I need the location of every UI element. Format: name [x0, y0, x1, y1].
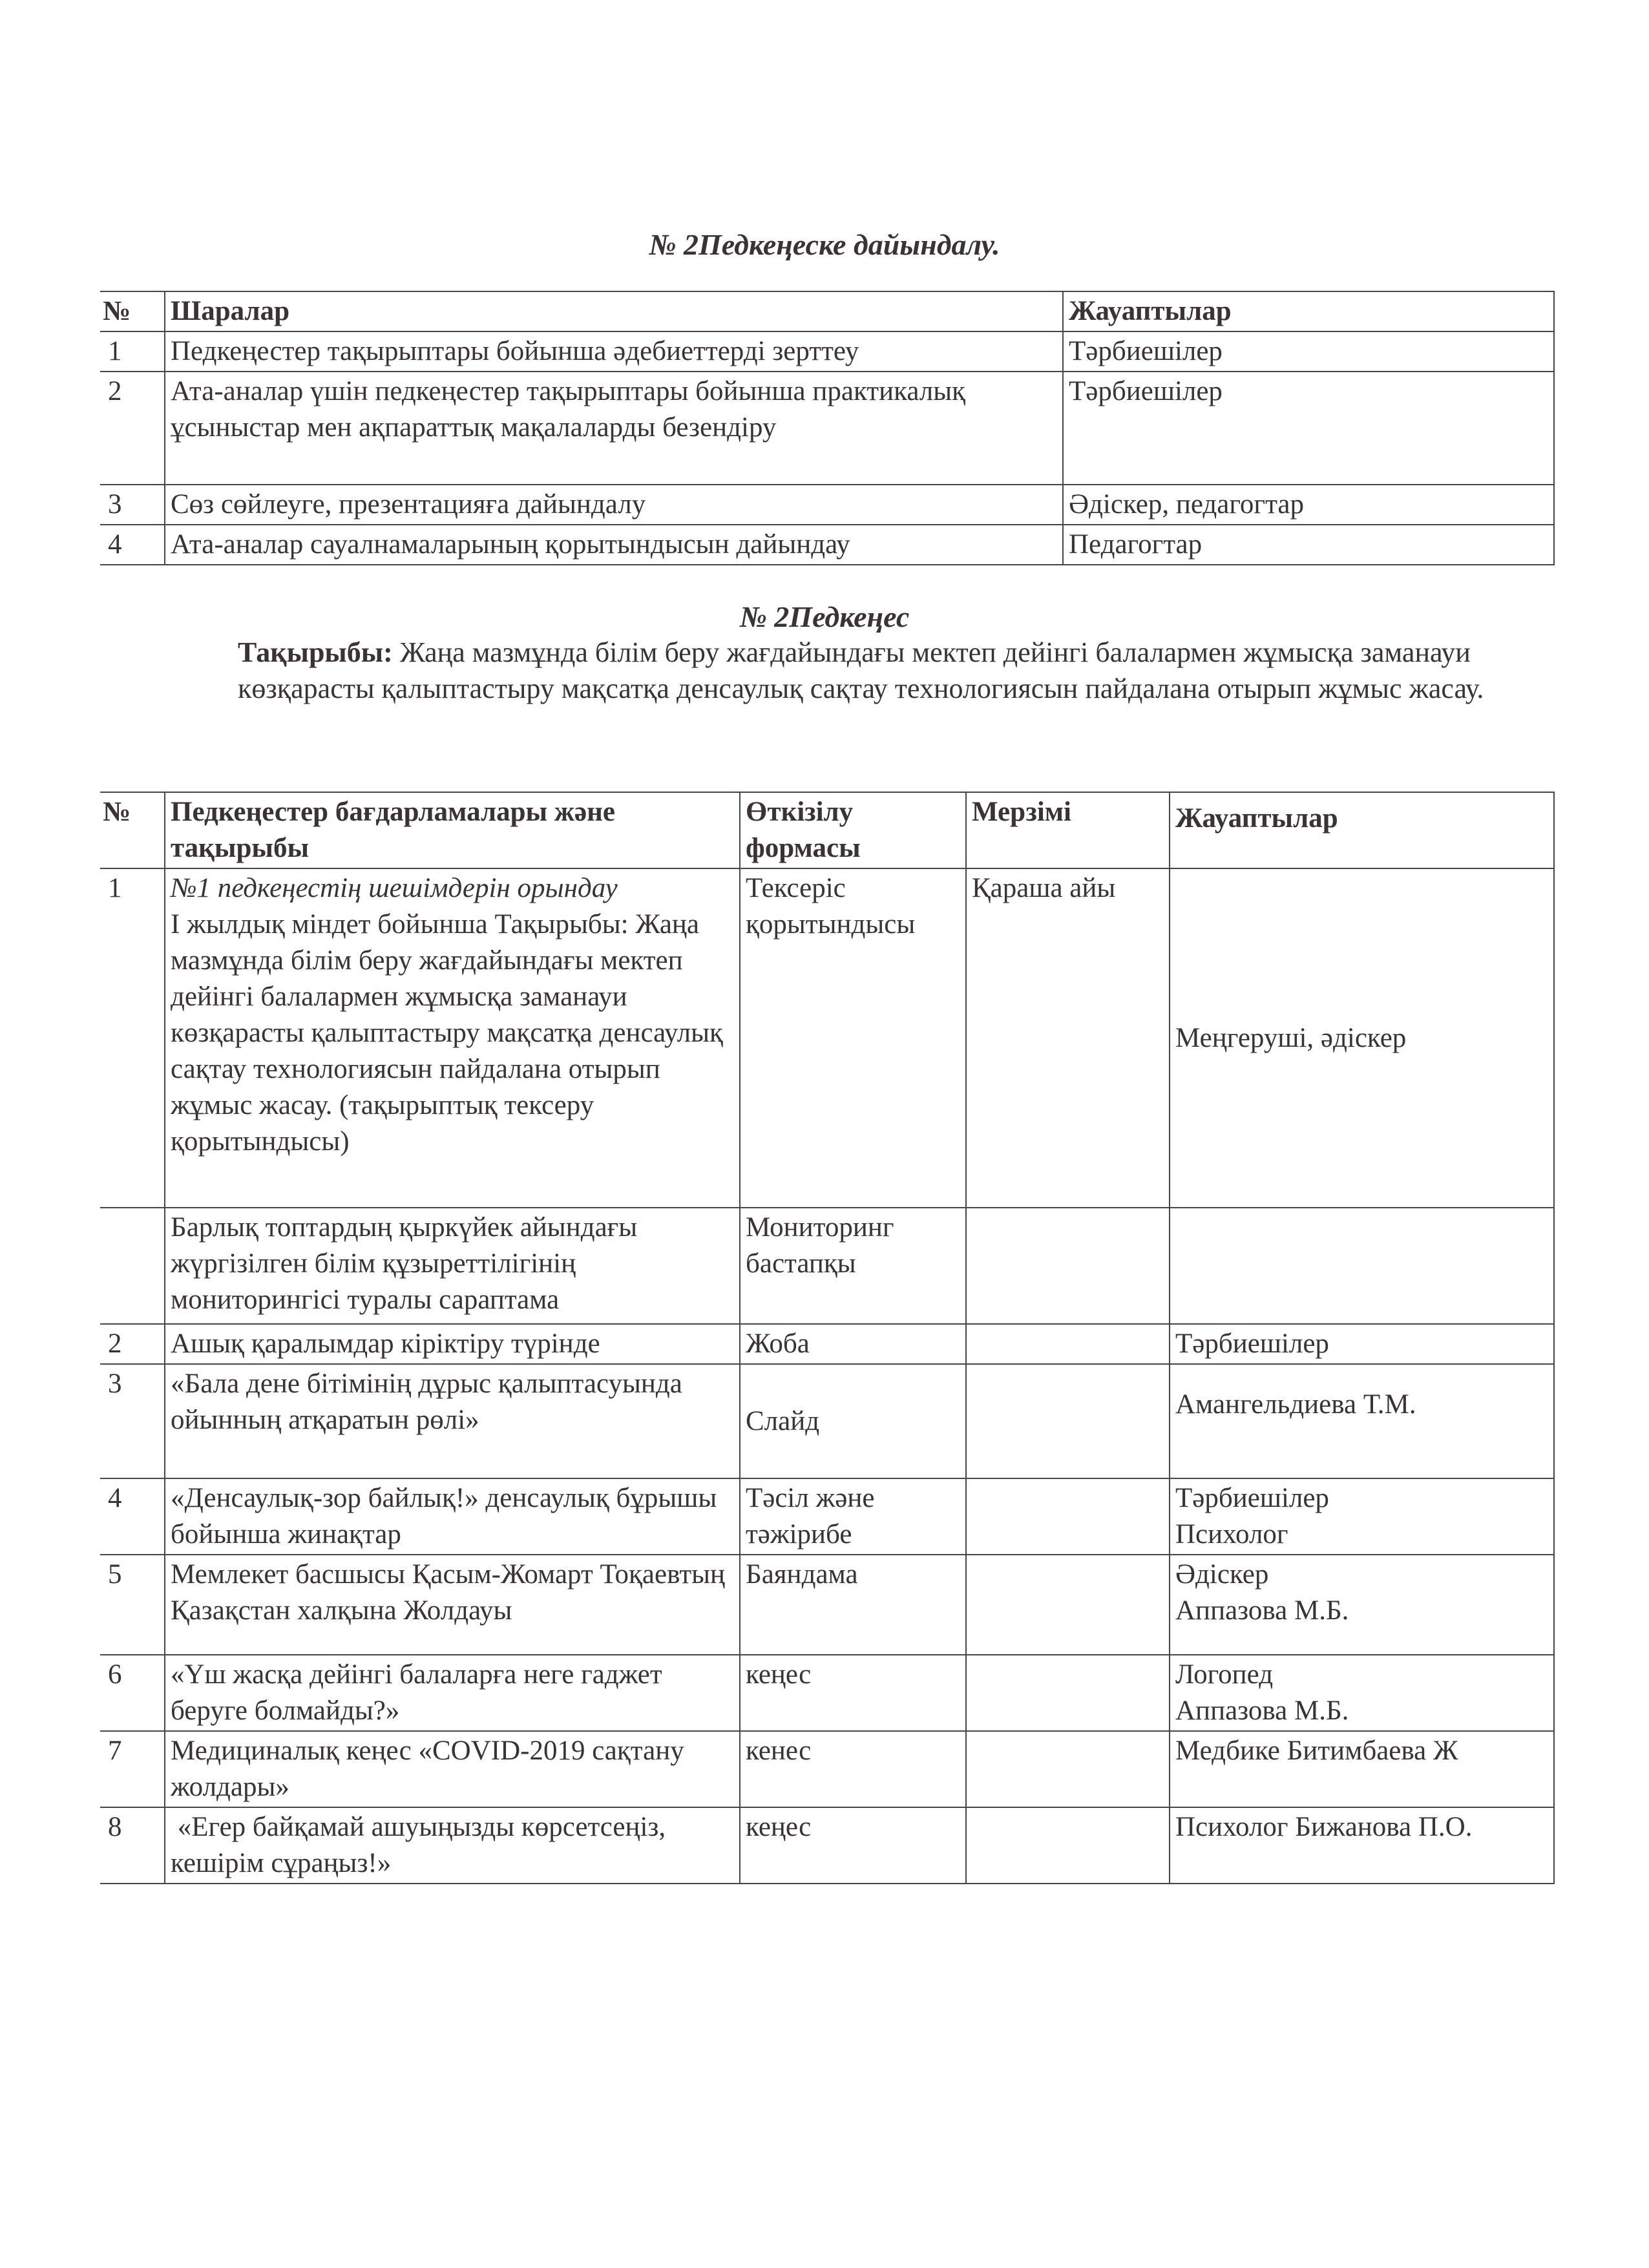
row-program — [165, 868, 740, 1208]
row-responsible: Психолог Бижанова П.О. — [1170, 1807, 1554, 1884]
row-program: Медициналық кеңес «COVID-2019 сақтану жолдары» — [165, 1731, 740, 1807]
row-responsible: Тәрбиешілер — [1170, 1324, 1554, 1364]
topic-label: Тақырыбы: — [238, 636, 393, 668]
table-row — [100, 485, 1554, 525]
header-deadline: Мерзімі — [966, 792, 1170, 868]
row-form: Тәсіл және тәжірибе — [740, 1478, 966, 1555]
header-activities: Шаралар — [165, 291, 1063, 331]
row-deadline: Қараша айы — [966, 868, 1170, 1208]
header-program: Педкеңестер бағдарламалары және тақырыбы — [165, 792, 740, 868]
header-form: Өткізілу формасы — [740, 792, 966, 868]
table-row — [100, 1478, 1554, 1555]
table-header-row — [100, 792, 1554, 868]
table-row — [100, 1807, 1554, 1884]
row-deadline — [966, 1324, 1170, 1364]
row-form: Мониторинг бастапқы — [740, 1208, 966, 1324]
table-header-row — [100, 291, 1554, 331]
row-activity: Педкеңестер тақырыптары бойынша әдебиеттерді зерттеу — [165, 331, 1063, 372]
row-num: 8 — [100, 1807, 165, 1884]
meeting-program-table — [100, 792, 1555, 1884]
row-program: «Егер байқамай ашуыңызды көрсетсеңіз, кешірім сұраңыз!» — [165, 1807, 740, 1884]
row-activity: Ата-аналар үшін педкеңестер тақырыптары бойынша практикалық ұсыныстар мен ақпараттық мақалаларды безендіру — [165, 372, 1063, 485]
row-deadline — [966, 1807, 1170, 1884]
row-program: Барлық топтардың қыркүйек айындағы жүргізілген білім құзыреттілігінің мониторингісі туралы сараптама — [165, 1208, 740, 1324]
row-responsible — [1170, 1478, 1554, 1555]
row-form: кеңес — [740, 1655, 966, 1731]
row-form: Баяндама — [740, 1555, 966, 1655]
row-deadline — [966, 1478, 1170, 1555]
row-num: 3 — [100, 1364, 165, 1478]
responsible-line: Әдіскер — [1175, 1559, 1269, 1590]
row-program: «Денсаулық-зор байлық!» денсаулық бұрышы бойынша жинақтар — [165, 1478, 740, 1555]
row-responsible: Әдіскер, педагогтар — [1063, 485, 1554, 525]
header-responsible: Жауаптылар — [1170, 792, 1554, 868]
responsible-line: Аппазова М.Б. — [1175, 1696, 1349, 1726]
row-num: 1 — [100, 331, 165, 372]
row-num: 4 — [100, 525, 165, 565]
table-row — [100, 372, 1554, 485]
row-responsible — [1170, 1555, 1554, 1655]
row-responsible: Амангельдиева Т.М. — [1170, 1364, 1554, 1478]
row-deadline — [966, 1555, 1170, 1655]
row-num: 3 — [100, 485, 165, 525]
row-responsible: Меңгеруші, әдіскер — [1170, 868, 1554, 1208]
header-num: № — [100, 792, 165, 868]
row-program: «Бала дене бітімінің дұрыс қалыптасуында ойынның атқаратын рөлі» — [165, 1364, 740, 1478]
row-program-italic: №1 педкеңестің шешімдерін орындау — [171, 873, 618, 903]
table-row — [100, 1555, 1554, 1655]
row-form: Жоба — [740, 1324, 966, 1364]
table-row — [100, 1208, 1554, 1324]
row-activity: Сөз сөйлеуге, презентацияға дайындалу — [165, 485, 1063, 525]
row-responsible: Тәрбиешілер — [1063, 372, 1554, 485]
row-num: 2 — [100, 372, 165, 485]
row-deadline — [966, 1731, 1170, 1807]
responsible-line: Психолог — [1175, 1519, 1288, 1549]
row-responsible: Педагогтар — [1063, 525, 1554, 565]
row-program-text: І жылдық міндет бойынша Тақырыбы: Жаңа мазмұнда білім беру жағдайындағы мектеп дейінгі балалармен жұмысқа заманауи көзқарасты қалыптастыру мақсатқа денсаулық сақтау технологиясын пайдалана отырып жұмыс жасау. (тақырыптық тексеру қорытындысы) — [171, 909, 723, 1157]
row-num: 1 — [100, 868, 165, 1208]
table-row — [100, 1731, 1554, 1807]
table-row — [100, 331, 1554, 372]
row-form: кенес — [740, 1731, 966, 1807]
row-responsible: Тәрбиешілер — [1063, 331, 1554, 372]
row-form: Тексеріс қорытындысы — [740, 868, 966, 1208]
header-responsible: Жауаптылар — [1063, 291, 1554, 331]
row-program: Ашық қаралымдар кіріктіру түрінде — [165, 1324, 740, 1364]
table-row — [100, 1655, 1554, 1731]
row-form: кеңес — [740, 1807, 966, 1884]
topic-text: Жаңа мазмұнда білім беру жағдайындағы мектеп дейінгі балалармен жұмысқа заманауи көзқарасты қалыптастыру мақсатқа денсаулық сақтау технологиясын пайдалана отырып жұмыс жасау. — [238, 636, 1484, 704]
header-num: № — [100, 291, 165, 331]
row-activity: Ата-аналар сауалнамаларының қорытындысын дайындау — [165, 525, 1063, 565]
row-num — [100, 1208, 165, 1324]
section2-title: № 2Педкеңес — [739, 600, 910, 633]
section1-title: № 2Педкеңеске дайындалу. — [649, 228, 1000, 261]
row-num: 7 — [100, 1731, 165, 1807]
table-row — [100, 868, 1554, 1208]
row-num: 6 — [100, 1655, 165, 1731]
row-form: Слайд — [740, 1364, 966, 1478]
row-deadline — [966, 1655, 1170, 1731]
row-program: Мемлекет басшысы Қасым-Жомарт Тоқаевтың Қазақстан халқына Жолдауы — [165, 1555, 740, 1655]
row-responsible — [1170, 1655, 1554, 1731]
row-responsible — [1170, 1208, 1554, 1324]
row-program: «Үш жасқа дейінгі балаларға неге гаджет беруге болмайды?» — [165, 1655, 740, 1731]
table-row — [100, 525, 1554, 565]
table-row — [100, 1364, 1554, 1478]
meeting-topic — [238, 635, 1524, 707]
row-responsible: Медбике Битимбаева Ж — [1170, 1731, 1554, 1807]
table-row — [100, 1324, 1554, 1364]
row-num: 4 — [100, 1478, 165, 1555]
row-num: 5 — [100, 1555, 165, 1655]
row-deadline — [966, 1208, 1170, 1324]
responsible-line: Логопед — [1175, 1659, 1274, 1690]
responsible-line: Аппазова М.Б. — [1175, 1595, 1349, 1626]
preparation-table — [100, 291, 1555, 565]
row-num: 2 — [100, 1324, 165, 1364]
row-deadline — [966, 1364, 1170, 1478]
responsible-line: Тәрбиешілер — [1175, 1483, 1329, 1513]
